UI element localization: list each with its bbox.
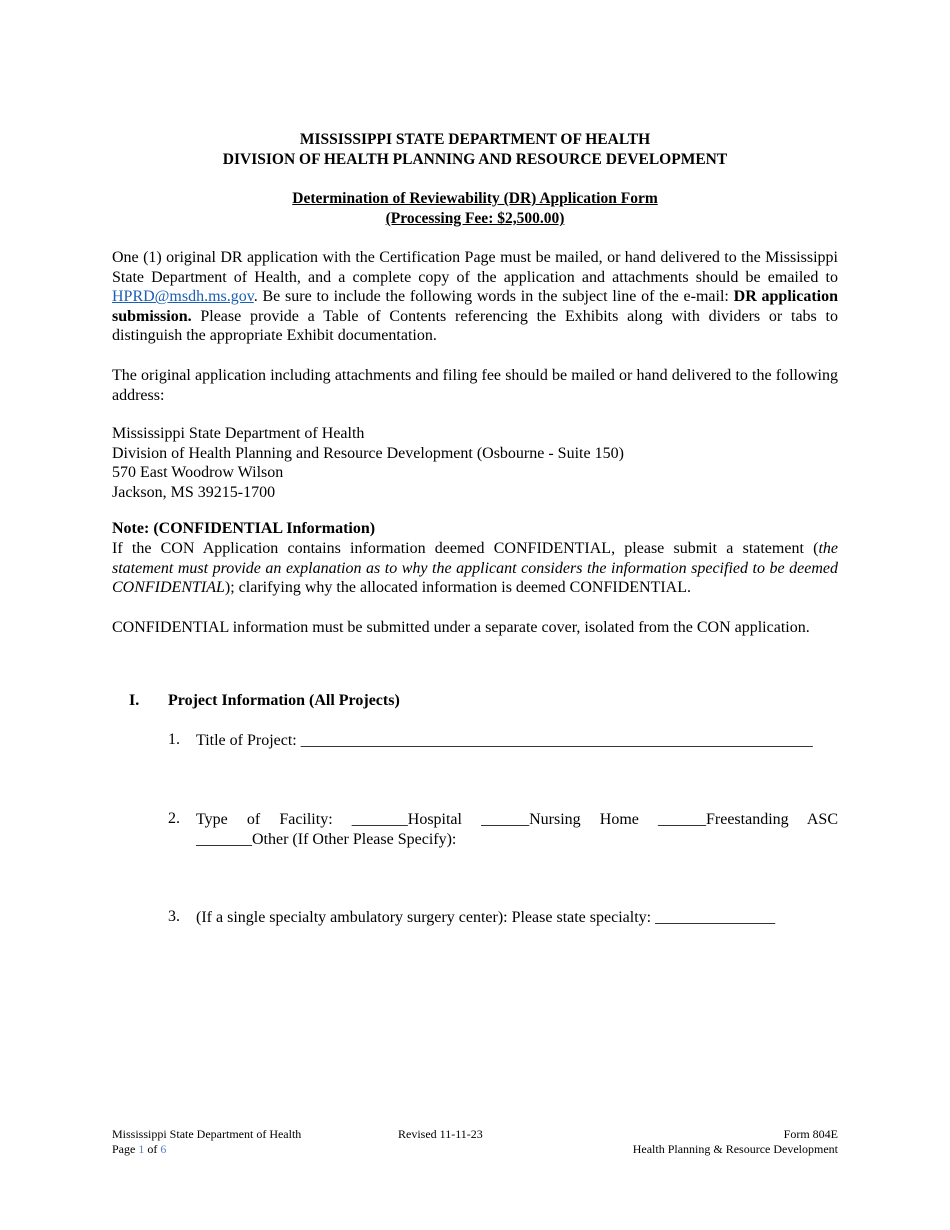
address-line: 570 East Woodrow Wilson xyxy=(112,464,284,482)
note-heading: Note: (CONFIDENTIAL Information) xyxy=(112,520,376,537)
section-title: Project Information (All Projects) xyxy=(168,692,400,709)
address-line: Mississippi State Department of Health xyxy=(112,425,365,442)
mailing-instructions: The original application including attachments and filing fee should be mailed or hand delivered to the following address: xyxy=(112,367,838,404)
item-number: 1. xyxy=(168,731,180,748)
form-title: Determination of Reviewability (DR) Application Form xyxy=(292,190,658,207)
facility-type-options[interactable]: Type of Facility: _______Hospital ______Nursing Home ______Freestanding ASC xyxy=(196,811,838,828)
confidential-cover-note: CONFIDENTIAL information must be submitted under a separate cover, isolated from the CON application. xyxy=(112,619,810,636)
form-number: Form 804E xyxy=(783,1127,838,1141)
confidential-note: If the CON Application contains information deemed CONFIDENTIAL, please submit a statement (the statement must provide an explanation as to why the applicant considers the information specified to be deemed CONFIDENTIAL); clarifying why the allocated information is deemed CONFIDENTIAL. xyxy=(112,540,838,597)
title-of-project-field[interactable]: Title of Project: ________________________________________________________________ xyxy=(196,732,813,749)
item-number: 3. xyxy=(168,908,180,925)
footer-revised: Revised 11-11-23 xyxy=(398,1127,483,1141)
footer-right xyxy=(633,1127,838,1157)
subject-line-text: DR application submission. xyxy=(112,288,838,325)
intro-paragraph: One (1) original DR application with the Certification Page must be mailed, or hand delivered to the Mississippi State Department of Health, and a complete copy of the application and attachments should be emailed to HPRD@msdh.ms.gov. Be sure to include the following words in the subject line of the e-mail: DR application submission. Please provide a Table of Contents referencing the Exhibits along with dividers or tabs to distinguish the appropriate Exhibit documentation. xyxy=(112,249,838,345)
facility-type-other[interactable]: _______Other (If Other Please Specify): xyxy=(196,831,457,848)
specialty-field[interactable]: (If a single specialty ambulatory surgery center): Please state specialty: _______________ xyxy=(196,909,776,926)
processing-fee: (Processing Fee: $2,500.00) xyxy=(385,210,565,227)
address-line: Division of Health Planning and Resource Development (Osbourne - Suite 150) xyxy=(112,444,624,462)
agency-title: MISSISSIPPI STATE DEPARTMENT OF HEALTH xyxy=(299,131,651,148)
address-line: Jackson, MS 39215-1700 xyxy=(112,483,276,501)
email-link[interactable]: HPRD@msdh.ms.gov xyxy=(112,288,254,306)
page-number: Page 1 of 6 xyxy=(112,1142,167,1156)
division-title: DIVISION OF HEALTH PLANNING AND RESOURCE DEVELOPMENT xyxy=(222,151,728,168)
mailing-address xyxy=(112,424,838,502)
footer-org: Mississippi State Department of Health xyxy=(112,1127,302,1141)
item-number: 2. xyxy=(168,810,180,827)
section-number: I. xyxy=(129,692,140,709)
footer-left xyxy=(112,1127,301,1157)
footer-division: Health Planning & Resource Development xyxy=(632,1142,838,1156)
